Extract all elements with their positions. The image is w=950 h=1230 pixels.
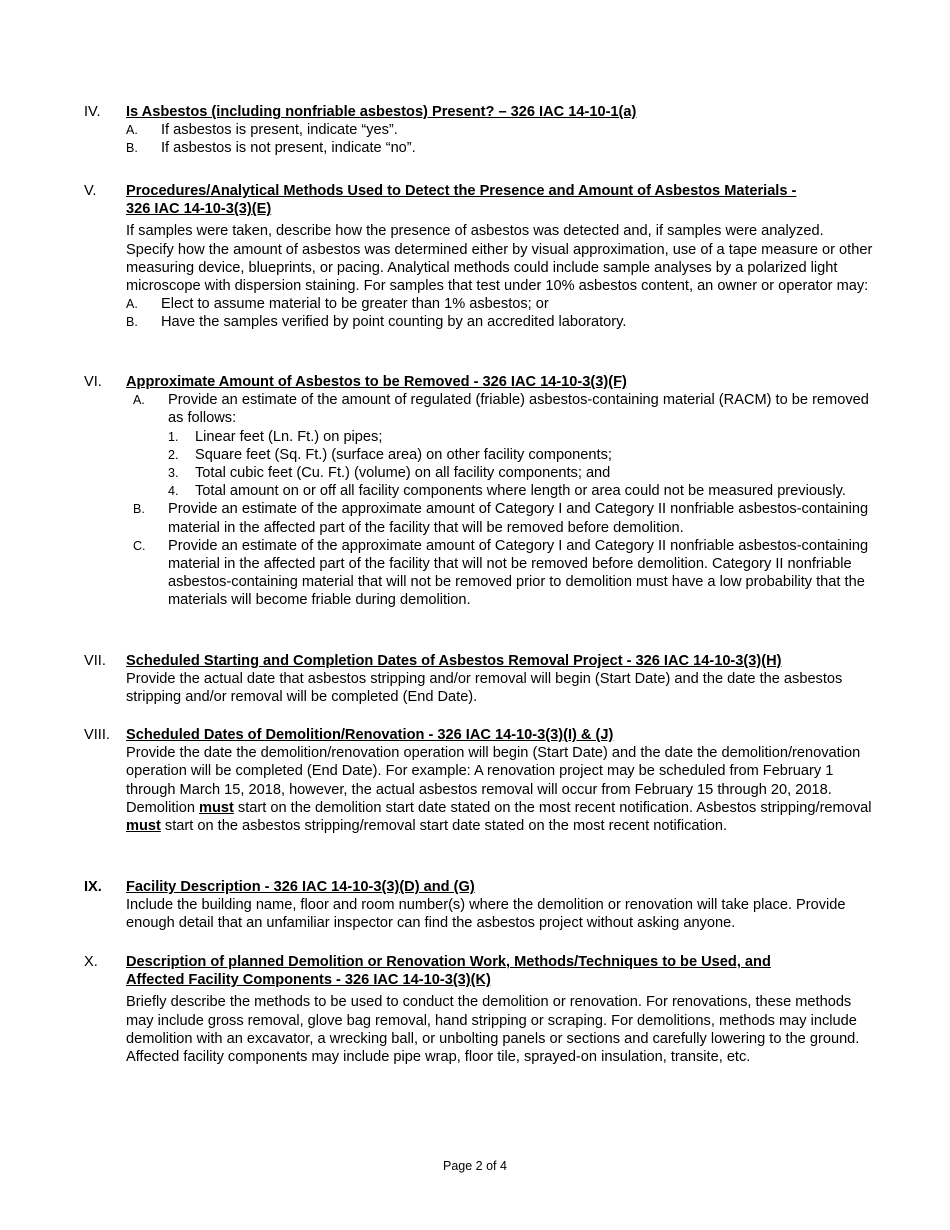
- emphasis-must: must: [126, 818, 161, 835]
- list-item: [133, 500, 874, 536]
- section-list: [133, 391, 874, 609]
- section-v: [84, 182, 874, 332]
- list-item: [133, 391, 874, 500]
- section-heading: Approximate Amount of Asbestos to be Removed - 326 IAC 14-10-3(3)(F): [126, 374, 627, 390]
- paragraph: Include the building name, floor and room number(s) where the demolition or renovation will take place. Provide enough detail that an unfamiliar inspector can find the asbestos project without asking anyone.: [126, 897, 846, 932]
- section-number: VIII.: [84, 727, 110, 743]
- section-heading: [126, 953, 874, 989]
- section-iv: [84, 103, 874, 158]
- list-item: [133, 537, 874, 610]
- list-item-text: Total amount on or off all facility components where length or area could not be measured previously.: [195, 483, 846, 500]
- list-marker: A.: [126, 297, 138, 312]
- list-item-text: Total cubic feet (Cu. Ft.) (volume) on all facility components; and: [195, 465, 611, 482]
- emphasis-must: must: [199, 799, 234, 816]
- paragraph-text: start on the asbestos stripping/removal start date stated on the most recent notification.: [160, 818, 728, 835]
- list-item-text: Provide an estimate of the approximate amount of Category I and Category II nonfriable asbestos-containing material in the affected part of the facility that will not be removed before demolition. Category II nonfriable asbestos-containing material that will not be removed prior to demolition must have a low probability that the materials will become friable during demolition.: [168, 537, 869, 609]
- list-item-text: Elect to assume material to be greater than 1% asbestos; or: [161, 296, 549, 313]
- section-x: [84, 953, 874, 1066]
- paragraph: [126, 744, 874, 835]
- sub-list-item: [168, 446, 874, 464]
- section-number: V.: [84, 183, 97, 199]
- paragraph-text: Provide the date the demolition/renovation operation will begin (Start Date) and the date the demolition/renovation operation will be completed (End Date). For example: A renovation project may be scheduled from February 1 through March 15, 2018, however, the actual asbestos removal will occur from February 15 through 20, 2018. Demolition: [126, 745, 861, 816]
- list-item: [126, 295, 874, 313]
- section-number: VI.: [84, 374, 102, 390]
- section-vii: [84, 652, 874, 707]
- section-heading: Is Asbestos (including nonfriable asbestos) Present? – 326 IAC 14-10-1(a): [126, 104, 637, 120]
- section-heading: Scheduled Dates of Demolition/Renovation - 326 IAC 14-10-3(3)(I) & (J): [126, 727, 614, 743]
- section-body: [126, 222, 874, 331]
- list-item-text: Have the samples verified by point counting by an accredited laboratory.: [161, 314, 627, 331]
- section-viii: [84, 726, 874, 835]
- heading-line: Description of planned Demolition or Renovation Work, Methods/Techniques to be Used, and: [126, 954, 771, 970]
- list-item-text: Provide an estimate of the approximate amount of Category I and Category II nonfriable asbestos-containing material in the affected part of the facility that will be removed before demolition.: [168, 501, 869, 536]
- sub-list-item: [168, 464, 874, 482]
- section-heading: [126, 182, 874, 218]
- list-item: [126, 139, 874, 157]
- list-marker: C.: [133, 538, 146, 553]
- list-marker: 4.: [168, 484, 179, 499]
- paragraph: If samples were taken, describe how the presence of asbestos was detected and, if samples were analyzed. Specify how the amount of asbestos was determined either by visual approximation, use of a tape measure or other measuring device, blueprints, or pacing. Analytical methods could include sample analyses by a polarized light microscope with dispersion staining. For samples that test under 10% asbestos content, an owner or operator may:: [126, 223, 873, 295]
- list-item-text: Provide an estimate of the amount of regulated (friable) asbestos-containing material (RACM) to be removed as follows:: [168, 392, 869, 427]
- section-number: IX.: [84, 879, 102, 895]
- list-item-text: Linear feet (Ln. Ft.) on pipes;: [195, 428, 383, 445]
- section-list: [126, 121, 874, 157]
- list-item-text: If asbestos is not present, indicate “no”.: [161, 140, 416, 157]
- list-marker: A.: [133, 393, 145, 408]
- sub-list: [168, 428, 874, 501]
- list-marker: 2.: [168, 447, 179, 462]
- list-marker: 3.: [168, 466, 179, 481]
- list-marker: B.: [133, 502, 145, 517]
- section-number: VII.: [84, 653, 106, 669]
- list-marker: 1.: [168, 429, 179, 444]
- section-heading: Scheduled Starting and Completion Dates of Asbestos Removal Project - 326 IAC 14-10-3(3)(H): [126, 653, 782, 669]
- heading-line: Affected Facility Components - 326 IAC 14-10-3(3)(K): [126, 972, 491, 989]
- section-vi: [84, 373, 874, 610]
- list-marker: B.: [126, 141, 138, 156]
- list-item-text: If asbestos is present, indicate “yes”.: [161, 122, 398, 139]
- page-footer: Page 2 of 4: [443, 1159, 507, 1173]
- sub-list-item: [168, 482, 874, 500]
- sub-list-item: [168, 428, 874, 446]
- heading-line: Procedures/Analytical Methods Used to Detect the Presence and Amount of Asbestos Materials -: [126, 183, 797, 199]
- paragraph-text: start on the demolition start date stated on the most recent notification. Asbestos stripping/removal: [233, 799, 872, 816]
- section-heading: Facility Description - 326 IAC 14-10-3(3)(D) and (G): [126, 879, 475, 895]
- section-ix: [84, 878, 874, 933]
- section-number: X.: [84, 954, 98, 970]
- list-item: [126, 121, 874, 139]
- list-item-text: Square feet (Sq. Ft.) (surface area) on other facility components;: [195, 446, 612, 463]
- section-number: IV.: [84, 104, 101, 120]
- list-marker: B.: [126, 315, 138, 330]
- paragraph: Briefly describe the methods to be used to conduct the demolition or renovation. For renovations, these methods may include gross removal, glove bag removal, hand stripping or scraping. For demolitions, methods may include demolition with an excavator, a wrecking ball, or unbolting panels or sections and carefully lowering to the ground. Affected facility components may include pipe wrap, floor tile, sprayed-on insulation, transite, etc.: [126, 994, 860, 1066]
- list-marker: A.: [126, 123, 138, 138]
- heading-line: 326 IAC 14-10-3(3)(E): [126, 201, 272, 218]
- paragraph: Provide the actual date that asbestos stripping and/or removal will begin (Start Date) and the date the asbestos stripping and/or removal will be completed (End Date).: [126, 671, 843, 706]
- list-item: [126, 313, 874, 331]
